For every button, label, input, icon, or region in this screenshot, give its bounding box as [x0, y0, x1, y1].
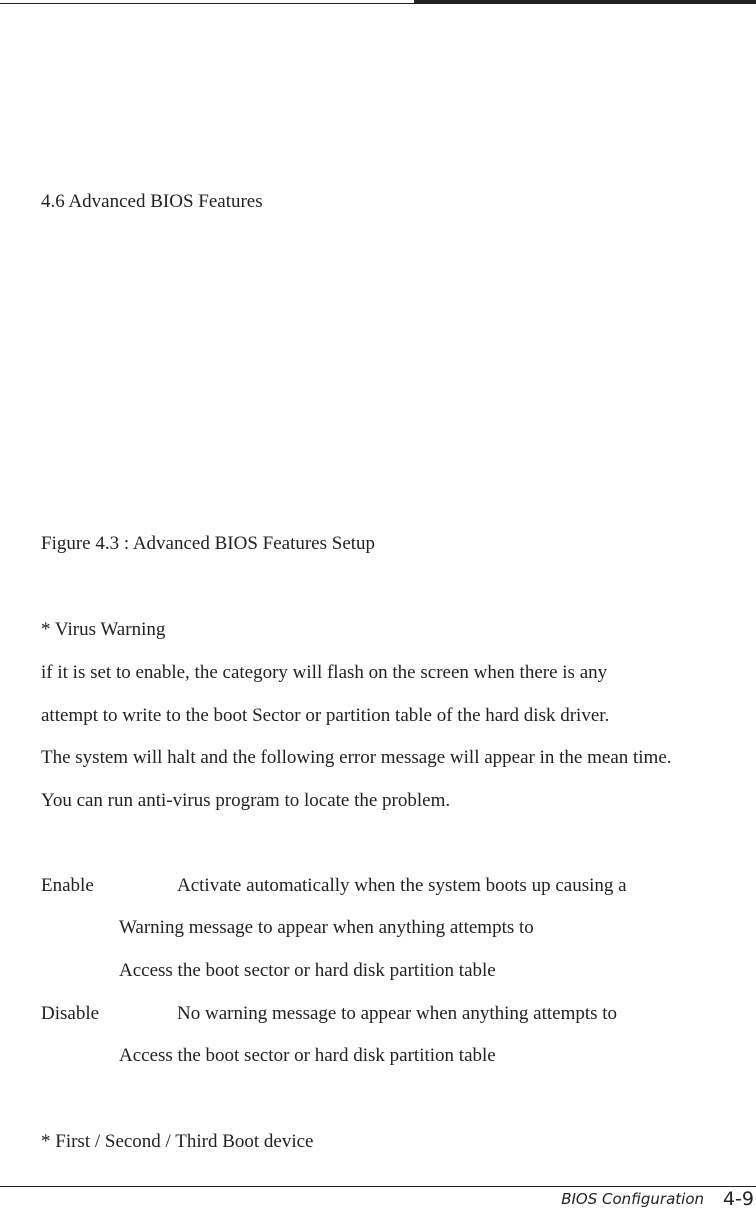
- option-desc: Access the boot sector or hard disk partition table: [119, 960, 496, 981]
- option-desc: Access the boot sector or hard disk partition table: [119, 1045, 496, 1066]
- option-desc: No warning message to appear when anything attempts to: [177, 1003, 618, 1024]
- figure-caption: Figure 4.3 : Advanced BIOS Features Setup: [41, 533, 376, 554]
- footer-rule: [0, 1186, 756, 1187]
- section-title: 4.6 Advanced BIOS Features: [41, 191, 263, 212]
- option-desc: Warning message to appear when anything attempts to: [119, 917, 534, 938]
- virus-heading: * Virus Warning: [41, 619, 166, 640]
- paragraph-line: You can run anti-virus program to locate the problem.: [41, 790, 451, 811]
- option-term-disable: Disable: [41, 1003, 100, 1024]
- option-term-enable: Enable: [41, 875, 94, 896]
- header-bar: [414, 0, 756, 4]
- boot-device-heading: * First / Second / Third Boot device: [41, 1131, 314, 1152]
- header-rule: [0, 3, 414, 4]
- paragraph-line: The system will halt and the following error message will appear in the mean time.: [41, 747, 672, 768]
- footer-chapter: BIOS Configuration: [561, 1190, 704, 1208]
- paragraph-line: if it is set to enable, the category will flash on the screen when there is any: [41, 662, 608, 683]
- option-desc: Activate automatically when the system boots up causing a: [177, 875, 627, 896]
- paragraph-line: attempt to write to the boot Sector or partition table of the hard disk driver.: [41, 705, 610, 726]
- page-number: 4-9: [722, 1188, 754, 1210]
